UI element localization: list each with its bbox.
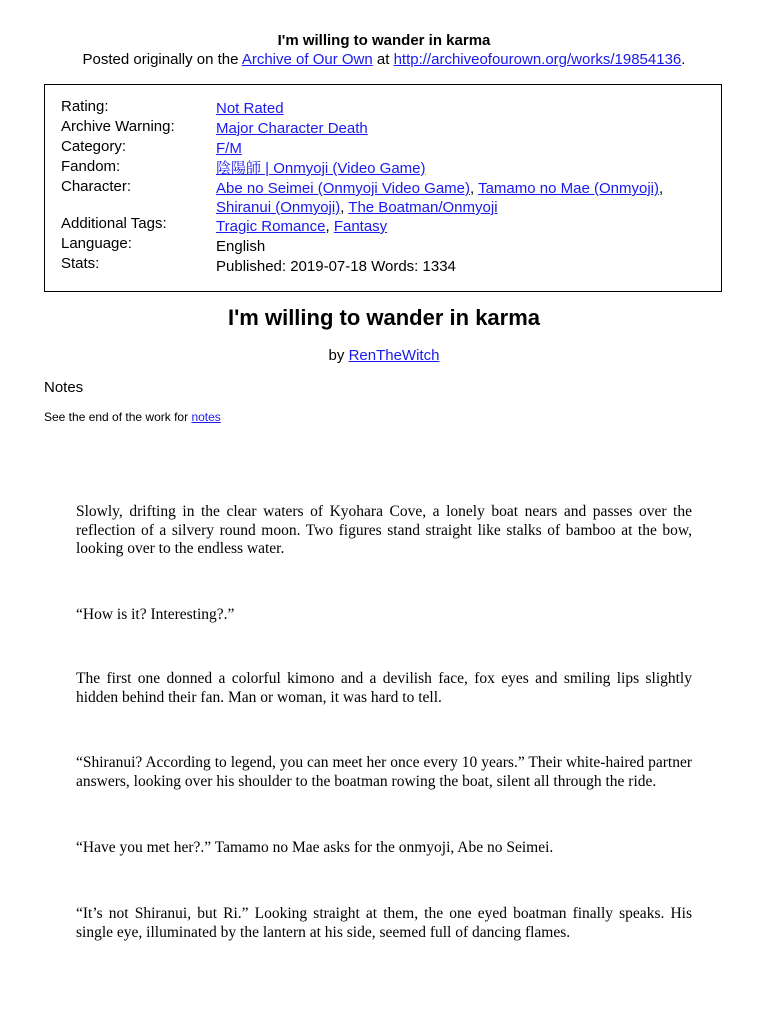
- tag-list: Tragic Romance, Fantasy: [216, 218, 388, 235]
- paragraph: “Have you met her?.” Tamamo no Mae asks for the onmyoji, Abe no Seimei.: [76, 839, 554, 856]
- work-url-link[interactable]: http://archiveofourown.org/works/19854136: [393, 51, 682, 68]
- posted-prefix: Posted originally on the: [82, 51, 239, 68]
- paragraph: “Shiranui? According to legend, you can meet her once every 10 years.” Their white-haired partner answers, looking over his shoulder to the boatman rowing the boat, silent all through the ride.: [76, 754, 692, 790]
- tag-link[interactable]: Tragic Romance: [216, 218, 326, 235]
- posted-at: at: [376, 51, 390, 68]
- stats-label: Stats:: [61, 255, 100, 272]
- warning-link[interactable]: Major Character Death: [216, 120, 368, 137]
- by-text: by: [328, 347, 345, 364]
- paragraph: “How is it? Interesting?.”: [76, 606, 235, 623]
- fandom-link[interactable]: 陰陽師 | Onmyoji (Video Game): [216, 160, 426, 177]
- tag-link[interactable]: Fantasy: [333, 218, 388, 235]
- document-header: [0, 31, 768, 69]
- character-link[interactable]: Tamamo no Mae (Onmyoji): [478, 180, 659, 197]
- notes-heading: Notes: [44, 379, 84, 396]
- metadata-box: [44, 84, 722, 292]
- paragraph: The first one donned a colorful kimono and a devilish face, fox eyes and smiling lips slightly hidden behind their fan. Man or woman, it was hard to tell.: [76, 670, 692, 706]
- character-list: Abe no Seimei (Onmyoji Video Game), Tamamo no Mae (Onmyoji), Shiranui (Onmyoji), The Boatman/Onmyoji: [216, 180, 664, 216]
- paragraph: “It’s not Shiranui, but Ri.” Looking straight at them, the one eyed boatman finally speaks. His single eye, illuminated by the lantern at his side, seemed full of dancing flames.: [76, 905, 692, 941]
- posted-line: [0, 50, 768, 69]
- fandom-label: Fandom:: [61, 158, 121, 175]
- stats-value: Published: 2019-07-18 Words: 1334: [216, 258, 456, 275]
- paragraph: Slowly, drifting in the clear waters of Kyohara Cove, a lonely boat nears and passes over the reflection of a silvery round moon. Two figures stand straight like stalks of bamboo at the bow, looking over to the endless water.: [76, 503, 692, 557]
- byline: [0, 346, 768, 365]
- character-link[interactable]: Abe no Seimei (Onmyoji Video Game): [216, 180, 471, 197]
- category-label: Category:: [61, 138, 127, 155]
- category-link[interactable]: F/M: [216, 140, 242, 157]
- character-link[interactable]: The Boatman/Onmyoji: [348, 199, 498, 216]
- character-link[interactable]: Shiranui (Onmyoji): [216, 199, 341, 216]
- notes-text: [44, 410, 221, 425]
- character-label: Character:: [61, 178, 132, 195]
- language-value: English: [216, 238, 266, 255]
- header-title: I'm willing to wander in karma: [277, 32, 491, 49]
- warning-label: Archive Warning:: [61, 118, 175, 135]
- notes-link[interactable]: notes: [191, 410, 221, 424]
- rating-link[interactable]: Not Rated: [216, 100, 284, 117]
- rating-label: Rating:: [61, 98, 109, 115]
- posted-period: .: [681, 51, 686, 68]
- notes-prefix: See the end of the work for: [44, 410, 189, 424]
- work-title: I'm willing to wander in karma: [227, 305, 541, 330]
- archive-link[interactable]: Archive of Our Own: [241, 51, 373, 68]
- language-label: Language:: [61, 235, 132, 252]
- author-link[interactable]: RenTheWitch: [348, 347, 440, 364]
- tags-label: Additional Tags:: [61, 215, 167, 232]
